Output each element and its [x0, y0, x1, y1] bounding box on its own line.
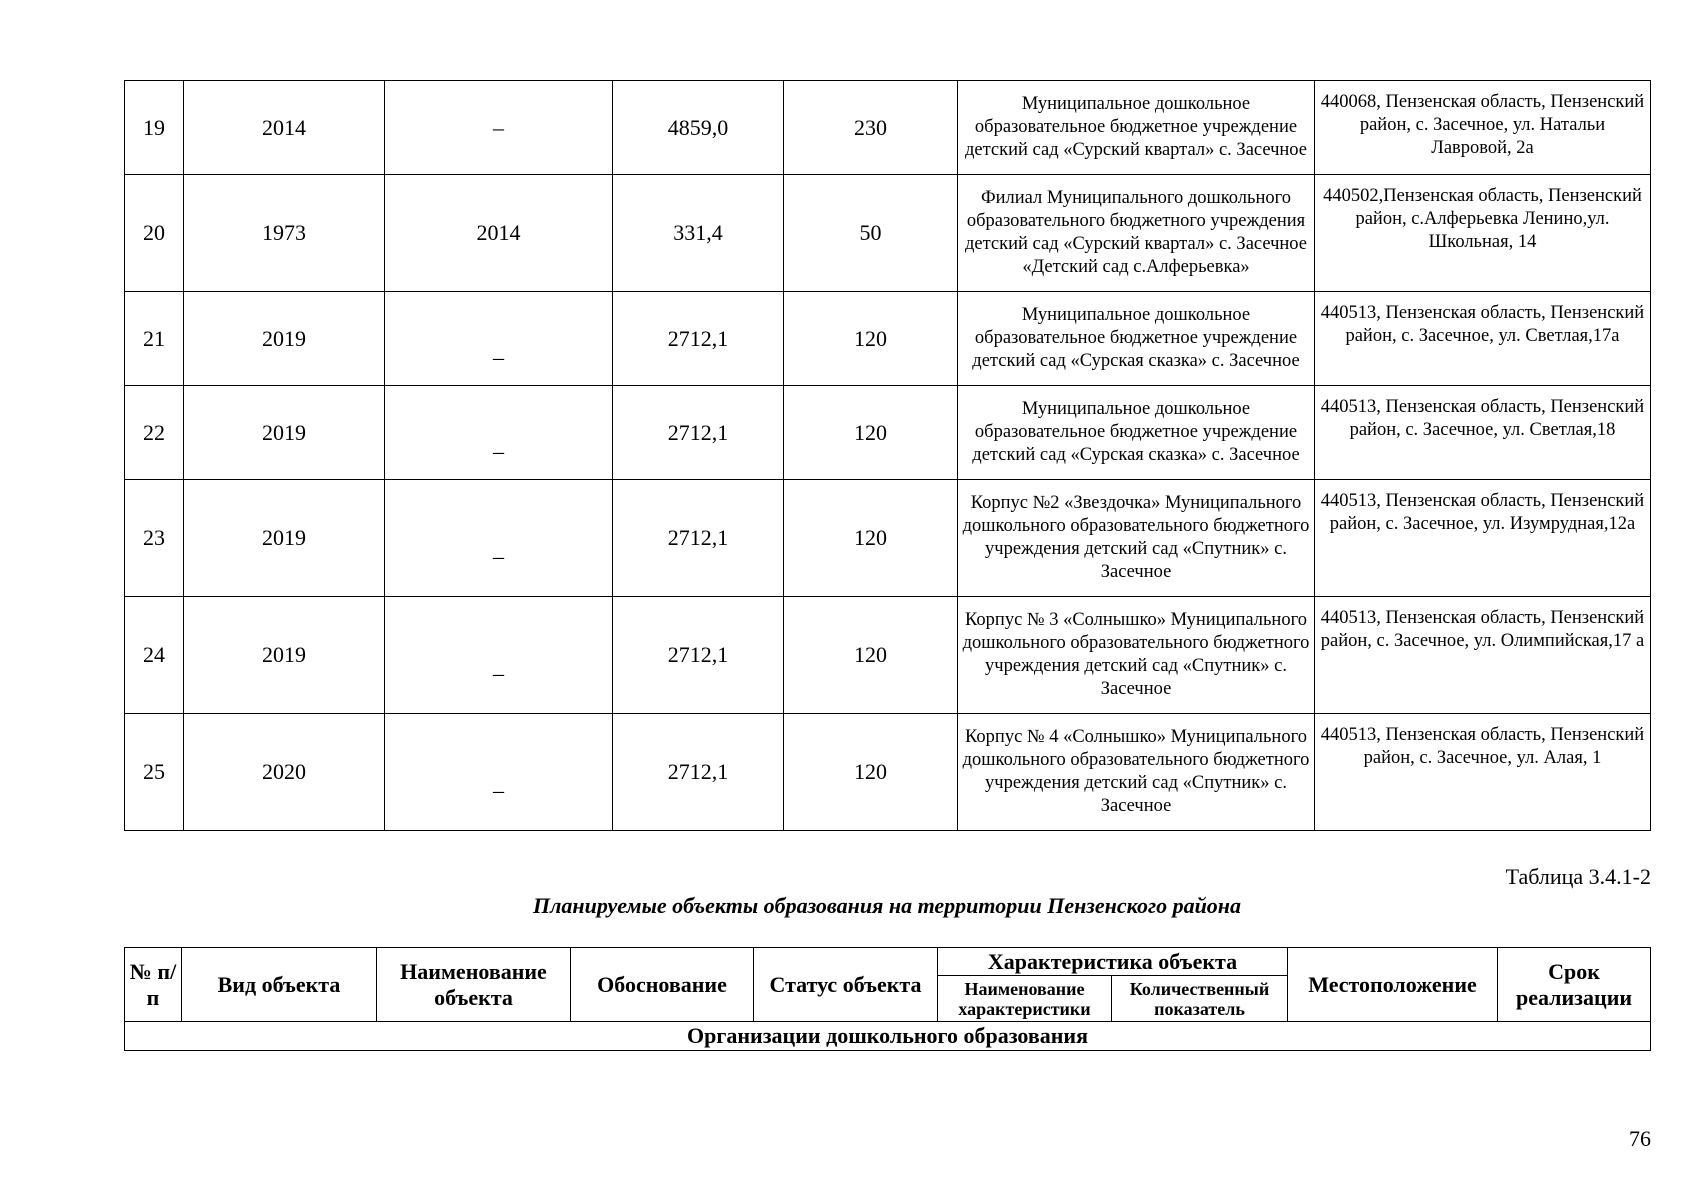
address: 440513, Пензенская область, Пензенский район, с. Засечное, ул. Олимпийская,17 а [1315, 597, 1651, 714]
header-location: Местоположение [1288, 948, 1498, 1022]
header-num: № п/п [125, 948, 182, 1022]
table-row [125, 480, 1651, 597]
row-number: 24 [125, 597, 184, 714]
institution-name: Муниципальное дошкольное образовательное бюджетное учреждение детский сад «Сурская сказка» с. Засечное [958, 386, 1315, 480]
area: 2712,1 [613, 714, 784, 831]
area: 2712,1 [613, 597, 784, 714]
header-object-type: Вид объекта [182, 948, 377, 1022]
area: 2712,1 [613, 386, 784, 480]
table-row [125, 292, 1651, 386]
section-preschool: Организации дошкольного образования [125, 1022, 1651, 1051]
header-status: Статус объекта [754, 948, 938, 1022]
row-number: 25 [125, 714, 184, 831]
existing-kindergartens-table [124, 80, 1651, 831]
row-number: 22 [125, 386, 184, 480]
institution-name: Корпус №2 «Звездочка» Муниципального дошкольного образовательного бюджетного учреждения детский сад «Спутник» с. Засечное [958, 480, 1315, 597]
institution-name: Филиал Муниципального дошкольного образовательного бюджетного учреждения детский сад «Сурский квартал» с. Засечное «Детский сад с.Алферьевка» [958, 175, 1315, 292]
row-number: 20 [125, 175, 184, 292]
institution-name: Муниципальное дошкольное образовательное бюджетное учреждение детский сад «Сурский квартал» с. Засечное [958, 81, 1315, 175]
year-renovated: _ [385, 597, 613, 714]
address: 440068, Пензенская область, Пензенский район, с. Засечное, ул. Натальи Лавровой, 2а [1315, 81, 1651, 175]
institution-name: Муниципальное дошкольное образовательное бюджетное учреждение детский сад «Сурская сказка» с. Засечное [958, 292, 1315, 386]
year-renovated: – [385, 81, 613, 175]
table-row [125, 175, 1651, 292]
planned-objects-table [124, 947, 1651, 1051]
capacity: 120 [784, 714, 958, 831]
capacity: 120 [784, 597, 958, 714]
year-renovated: _ [385, 386, 613, 480]
header-char-name: Наименование характеристики [938, 976, 1112, 1022]
area: 331,4 [613, 175, 784, 292]
address: 440513, Пензенская область, Пензенский район, с. Засечное, ул. Алая, 1 [1315, 714, 1651, 831]
row-number: 19 [125, 81, 184, 175]
row-number: 23 [125, 480, 184, 597]
existing-table-body [125, 81, 1651, 831]
year-built: 1973 [184, 175, 385, 292]
capacity: 120 [784, 480, 958, 597]
header-char-value: Количественный показатель [1112, 976, 1288, 1022]
address: 440513, Пензенская область, Пензенский район, с. Засечное, ул. Светлая,18 [1315, 386, 1651, 480]
table-row [125, 714, 1651, 831]
area: 2712,1 [613, 480, 784, 597]
table-title: Планируемые объекты образования на территории Пензенского района [532, 893, 1242, 918]
year-renovated: 2014 [385, 175, 613, 292]
institution-name: Корпус № 3 «Солнышко» Муниципального дошкольного образовательного бюджетного учреждения детский сад «Спутник» с. Засечное [958, 597, 1315, 714]
header-deadline: Срок реализации [1498, 948, 1651, 1022]
table-row [125, 386, 1651, 480]
table-number: Таблица 3.4.1-2 [1505, 864, 1651, 889]
page-number: 76 [1629, 1126, 1651, 1151]
year-built: 2019 [184, 597, 385, 714]
table-row [125, 597, 1651, 714]
capacity: 120 [784, 386, 958, 480]
area: 4859,0 [613, 81, 784, 175]
year-renovated: _ [385, 292, 613, 386]
institution-name: Корпус № 4 «Солнышко» Муниципального дошкольного образовательного бюджетного учреждения детский сад «Спутник» с. Засечное [958, 714, 1315, 831]
capacity: 120 [784, 292, 958, 386]
year-built: 2019 [184, 480, 385, 597]
address: 440502,Пензенская область, Пензенский район, с.Алферьевка Ленино,ул. Школьная, 14 [1315, 175, 1651, 292]
year-renovated: _ [385, 480, 613, 597]
year-built: 2019 [184, 292, 385, 386]
year-renovated: _ [385, 714, 613, 831]
year-built: 2014 [184, 81, 385, 175]
area: 2712,1 [613, 292, 784, 386]
capacity: 50 [784, 175, 958, 292]
year-built: 2019 [184, 386, 385, 480]
address: 440513, Пензенская область, Пензенский район, с. Засечное, ул. Светлая,17а [1315, 292, 1651, 386]
header-justification: Обоснование [571, 948, 754, 1022]
row-number: 21 [125, 292, 184, 386]
address: 440513, Пензенская область, Пензенский район, с. Засечное, ул. Изумрудная,12а [1315, 480, 1651, 597]
header-characteristics: Характеристика объекта [938, 948, 1288, 976]
table-row [125, 81, 1651, 175]
header-object-name: Наименование объекта [377, 948, 571, 1022]
capacity: 230 [784, 81, 958, 175]
year-built: 2020 [184, 714, 385, 831]
